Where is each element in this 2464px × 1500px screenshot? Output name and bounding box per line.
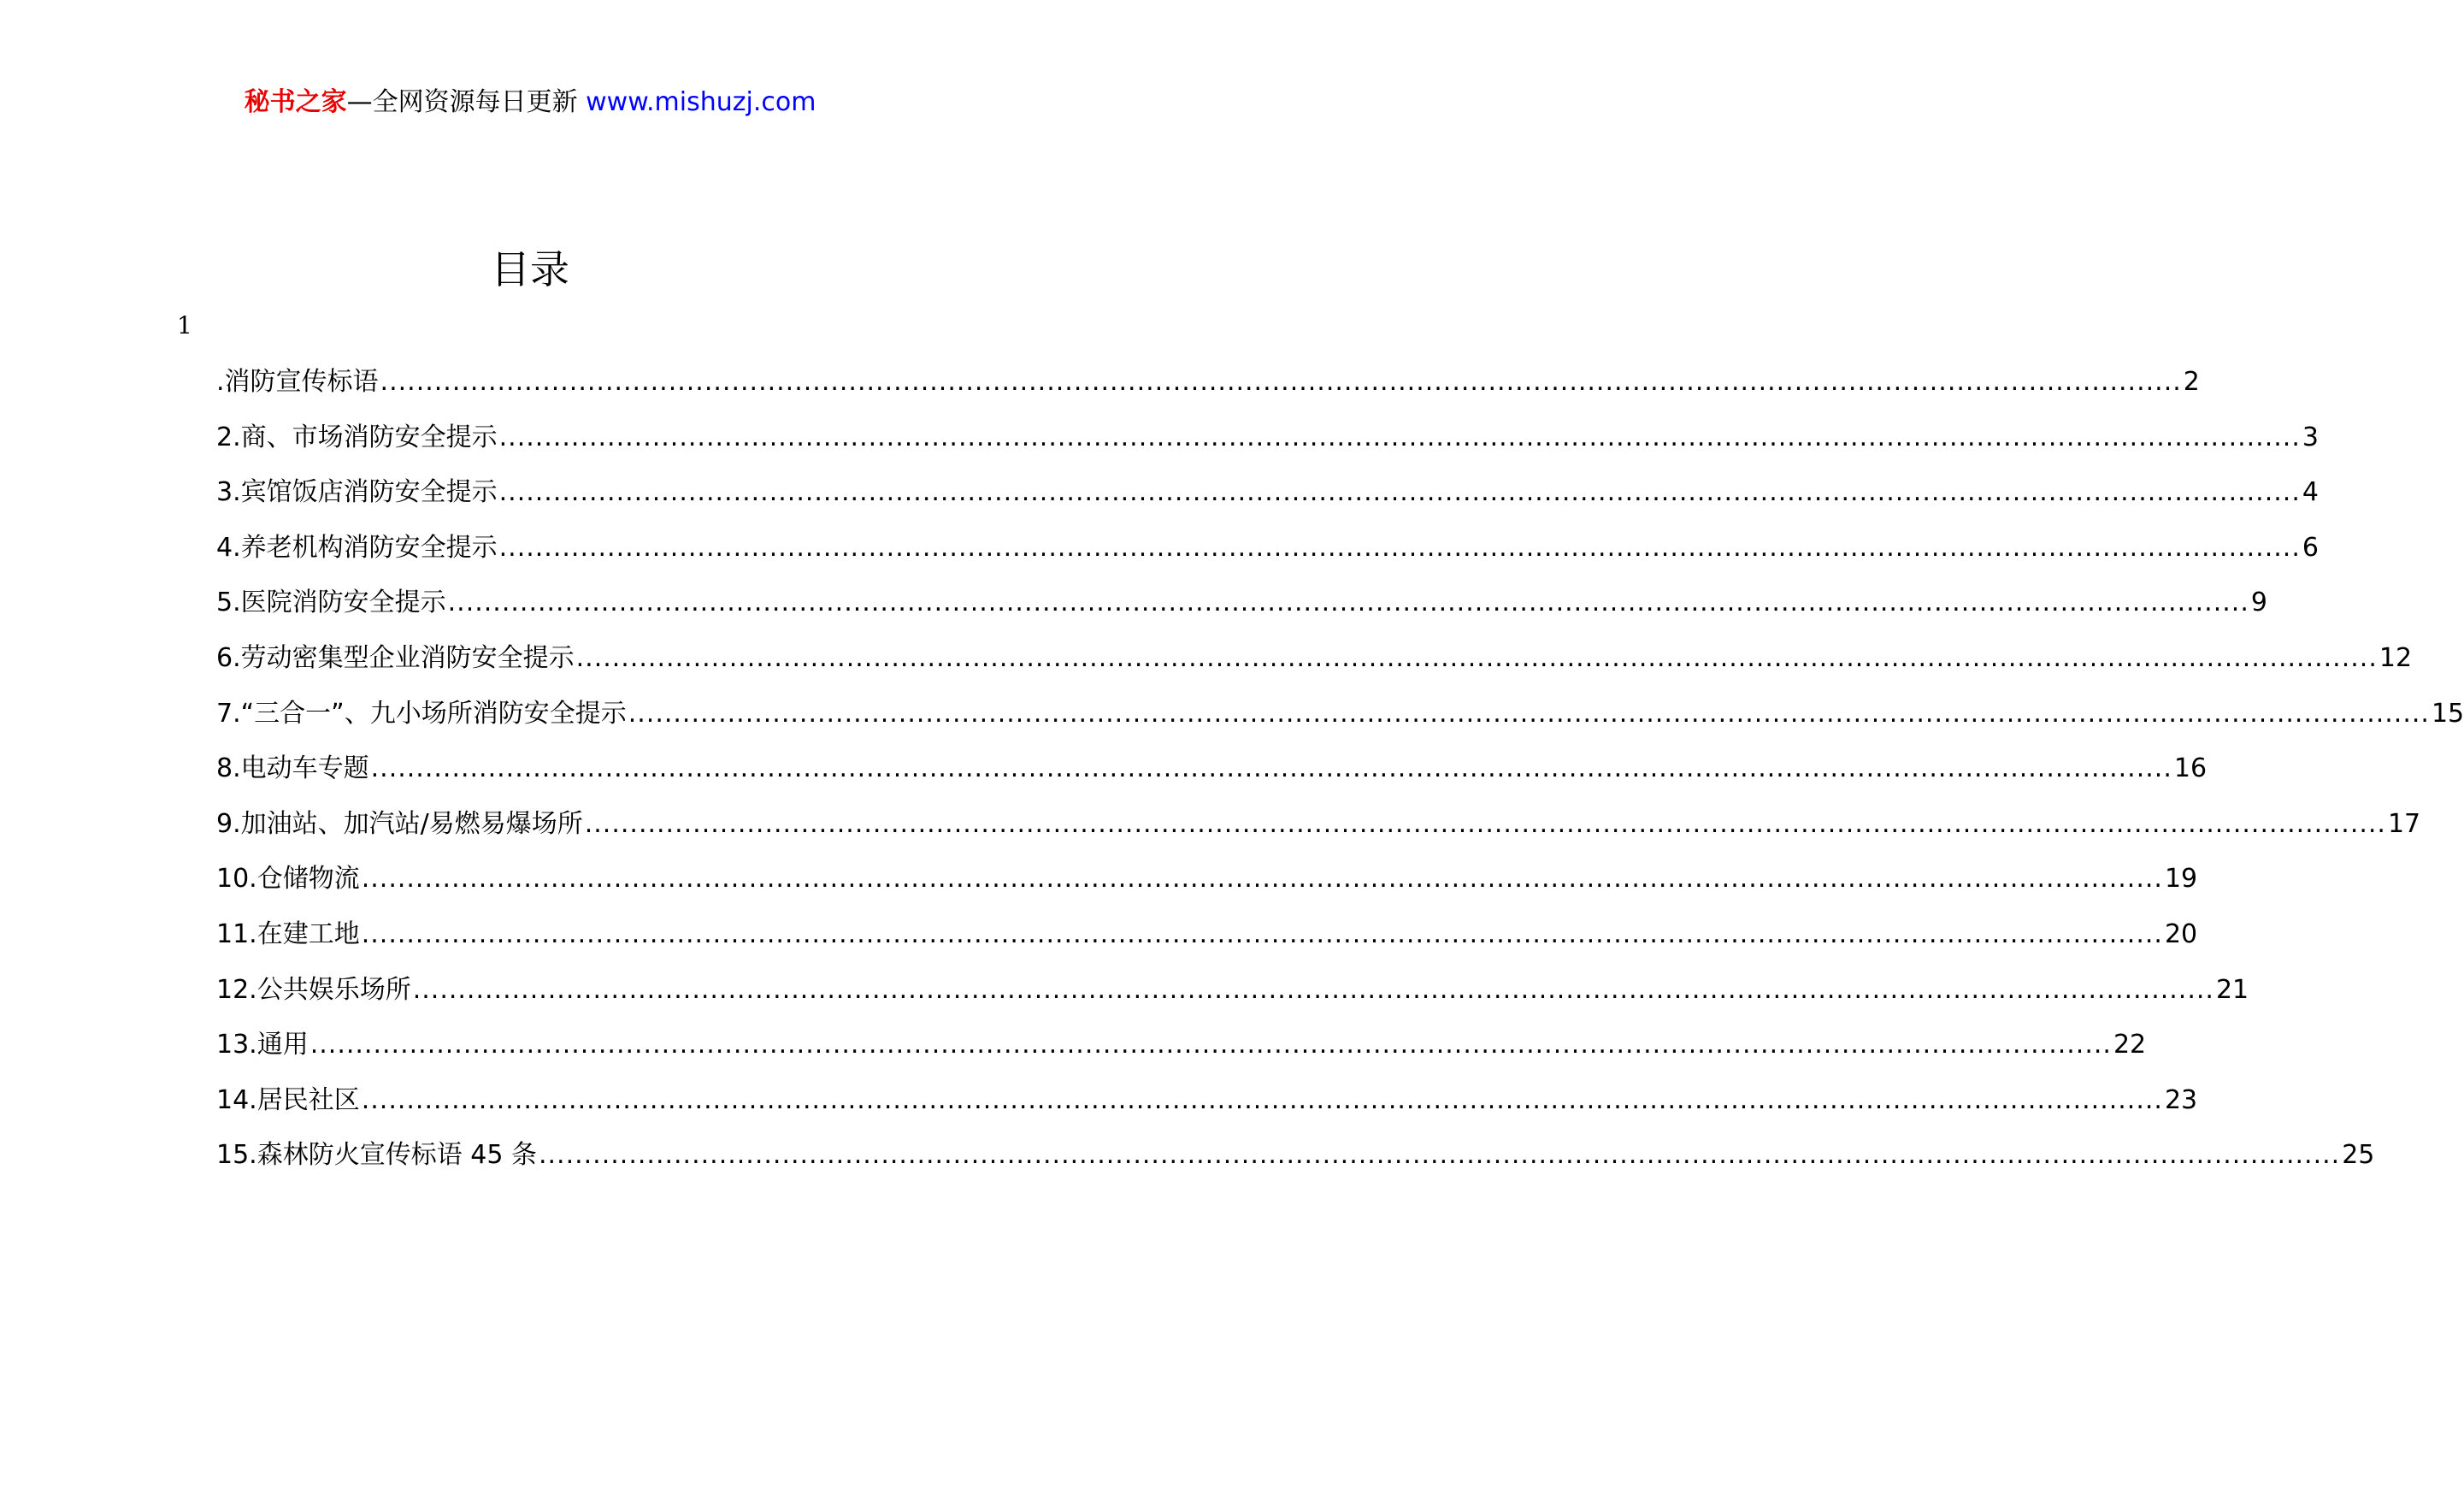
- toc-entry[interactable]: [216, 918, 2198, 973]
- toc-dot-leader: ........................................................................................................................................................................................................: [575, 642, 2378, 673]
- toc-entry-page-number: 21: [2215, 974, 2249, 1005]
- toc-dot-leader: ........................................................................................................................................................................................................: [370, 753, 2172, 784]
- toc-entry[interactable]: [216, 973, 2249, 1029]
- toc-entry-label: 4.养老机构消防安全提示: [216, 532, 498, 563]
- site-header: [0, 86, 1060, 120]
- toc-entry-page-number: 15: [2431, 698, 2464, 729]
- toc-dot-leader: ........................................................................................................................................................................................................: [380, 367, 2182, 397]
- toc-entry-page-number: 23: [2164, 1084, 2198, 1115]
- toc-entry-page-number: 22: [2113, 1030, 2147, 1060]
- toc-entry-label: 7.“三合一”、九小场所消防安全提示: [216, 698, 627, 729]
- stray-page-number: 1: [177, 311, 192, 340]
- toc-entry[interactable]: [216, 641, 2413, 697]
- toc-entry[interactable]: [216, 697, 2464, 753]
- toc-dot-leader: ........................................................................................................................................................................................................: [498, 532, 2301, 563]
- header-tagline: —全网资源每日更新: [346, 87, 578, 117]
- toc-entry-label: 15.森林防火宣传标语 45 条: [216, 1140, 537, 1171]
- toc-entry-label: 14.居民社区: [216, 1084, 360, 1115]
- page-title: 目录: [491, 246, 569, 292]
- toc-entry[interactable]: [216, 586, 2267, 641]
- toc-entry-page-number: 2: [2183, 367, 2200, 397]
- toc-entry-page-number: 19: [2164, 864, 2198, 895]
- toc-entry-label: 3.宾馆饭店消防安全提示: [216, 477, 498, 508]
- toc-entry-page-number: 12: [2379, 642, 2413, 673]
- toc-dot-leader: ........................................................................................................................................................................................................: [361, 864, 2163, 895]
- toc-dot-leader: ........................................................................................................................................................................................................: [584, 808, 2386, 839]
- toc-dot-leader: ........................................................................................................................................................................................................: [628, 698, 2430, 729]
- toc-entry[interactable]: [216, 1084, 2198, 1139]
- toc-entry-page-number: 25: [2342, 1140, 2375, 1171]
- toc-entry-page-number: 4: [2302, 477, 2319, 508]
- toc-entry[interactable]: [216, 531, 2319, 587]
- toc-entry-label: 9.加油站、加汽站/易燃易爆场所: [216, 808, 583, 839]
- toc-dot-leader: ........................................................................................................................................................................................................: [498, 422, 2301, 452]
- toc-entry-page-number: 20: [2164, 918, 2198, 949]
- toc-entry-label: 2.商、市场消防安全提示: [216, 422, 498, 452]
- site-url-link[interactable]: www.mishuzj.com: [586, 87, 816, 117]
- toc-entry-label: 10.仓储物流: [216, 864, 360, 895]
- toc-dot-leader: ........................................................................................................................................................................................................: [361, 1084, 2163, 1115]
- toc-entry[interactable]: [216, 862, 2198, 918]
- toc-entry-label: 8.电动车专题: [216, 753, 369, 784]
- toc-entry[interactable]: [216, 421, 2319, 476]
- toc-dot-leader: ........................................................................................................................................................................................................: [538, 1140, 2341, 1171]
- toc-entry[interactable]: [216, 1138, 2375, 1194]
- toc-entry[interactable]: [216, 752, 2208, 807]
- toc-entry[interactable]: [216, 475, 2319, 531]
- toc-dot-leader: ........................................................................................................................................................................................................: [447, 588, 2249, 618]
- toc-entry-label: .消防宣传标语: [216, 367, 379, 397]
- toc-entry-label: 11.在建工地: [216, 918, 360, 949]
- toc-entry[interactable]: [216, 807, 2421, 863]
- toc-entry-page-number: 9: [2250, 588, 2267, 618]
- toc-entry-page-number: 6: [2302, 532, 2319, 563]
- toc-dot-leader: ........................................................................................................................................................................................................: [498, 477, 2301, 508]
- toc-dot-leader: ........................................................................................................................................................................................................: [361, 918, 2163, 949]
- toc-entry-page-number: 3: [2302, 422, 2319, 452]
- brand-name: 秘书之家: [244, 87, 347, 117]
- toc-dot-leader: ........................................................................................................................................................................................................: [412, 974, 2214, 1005]
- toc-entry-page-number: 17: [2387, 808, 2421, 839]
- toc-entry[interactable]: [216, 1028, 2147, 1084]
- toc-dot-leader: ........................................................................................................................................................................................................: [309, 1030, 2112, 1060]
- toc-entry-label: 6.劳动密集型企业消防安全提示: [216, 642, 575, 673]
- table-of-contents: [216, 365, 2464, 1194]
- toc-entry-page-number: 16: [2173, 753, 2208, 784]
- toc-entry[interactable]: [216, 365, 2200, 421]
- toc-entry-label: 5.医院消防安全提示: [216, 588, 446, 618]
- toc-entry-label: 13.通用: [216, 1030, 309, 1060]
- toc-entry-label: 12.公共娱乐场所: [216, 974, 411, 1005]
